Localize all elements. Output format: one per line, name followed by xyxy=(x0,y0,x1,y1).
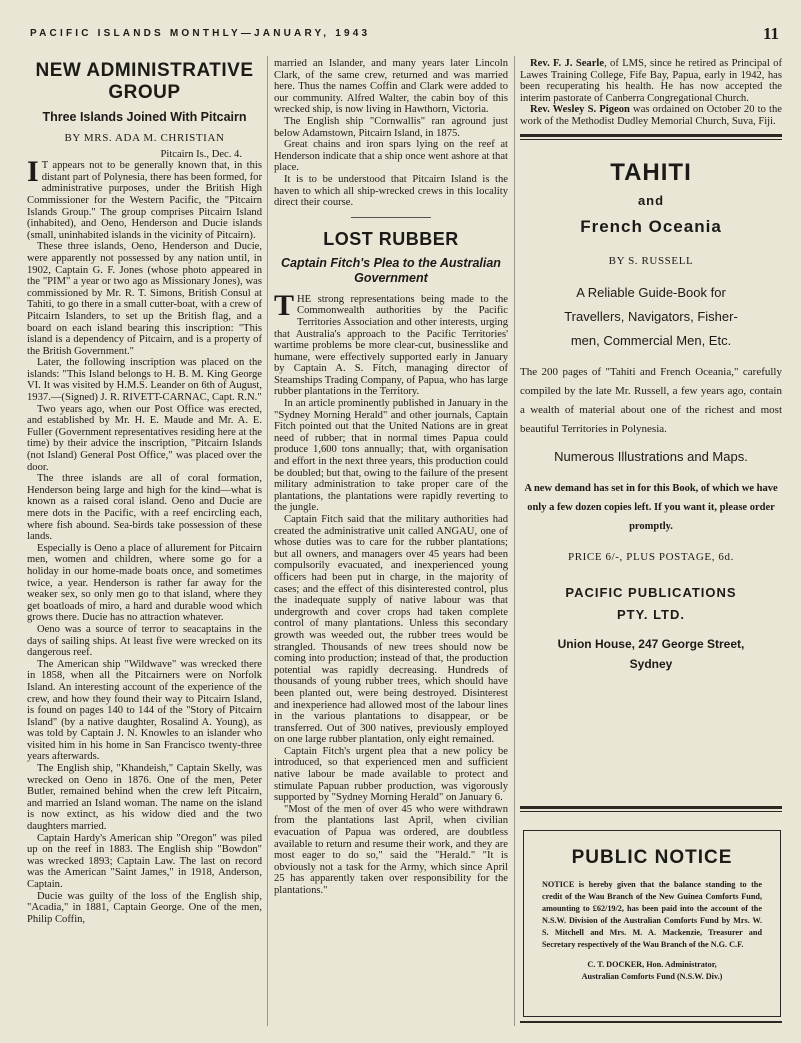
advert-description: The 200 pages of "Tahiti and French Oceania," carefully compiled by the late Mr. Russell, a few years ago, contain a wealth of material about one of the richest and most beautiful Territories in Polynesia. xyxy=(520,366,782,436)
notice-signature: C. T. DOCKER, Hon. Administrator, xyxy=(587,960,717,969)
column-3 xyxy=(520,58,782,674)
advert-illustrations: Numerous Illustrations and Maps. xyxy=(554,449,748,465)
public-notice-box xyxy=(523,830,781,1017)
article-paragraph: The three islands are all of coral formation, Henderson being large and high for the kind—what is known as a raised coral island. Oeno and Ducie are mere dots in the Pacific, with a reef encircling each, where fish abound. Sea-birds take possession of these lands. xyxy=(27,473,262,543)
article-paragraph: I T appears not to be generally known that, in this distant part of Polynesia, there has been formed, for administrative purposes, under the British High Commissioner for the Western Pacific, the "Pitcairn Islands Group." The group comprises Pitcairn Island (inhabited), and Oeno, Henderson and Ducie islands (small, uninhabited islands in the vicinity of Pitcairn). xyxy=(27,155,262,241)
publisher-name: PACIFIC PUBLICATIONS xyxy=(565,584,737,600)
notice-title: PUBLIC NOTICE xyxy=(571,847,733,868)
article-paragraph: In an article prominently published in January in the "Sydney Morning Herald" and other journals, Captain Fitch pointed out that the United Nations are in great need of rubber; that in normal times Papua could produce 1,600 tons annually; that, with organisation and effort in the next three years, this production could be doubled; but that, owing to the failure of the present military administration to take proper care of the plantations, the plantations were rapidly reverting to the jungle. xyxy=(274,398,508,514)
article-paragraph: The English ship, "Khandeish," Captain Skelly, was wrecked on Oeno in 1876. One of the men, Peter Butler, remained behind when the crew left Pitcairn, and married an Island woman. The name on the island is now extinct, as his widow died and the two daughters married. xyxy=(27,763,262,833)
section-rule xyxy=(520,806,782,812)
running-title: PACIFIC ISLANDS MONTHLY—JANUARY, 1943 xyxy=(30,28,371,39)
article-paragraph: Captain Fitch's urgent plea that a new policy be introduced, so that experienced men and sufficient native labour be made available to protect and stimulate Papuan rubber production, was vigorously supported by "Sydney Morning Herald" on January 6. xyxy=(274,745,508,804)
section-divider xyxy=(351,217,431,218)
article-paragraph: THE strong representations being made to the Commonwealth authorities by the Pacific Territories Association and other interests, urging that Australia's approach to the Pacific Territories' wartime problems be more clear-cut, businesslike and humane, were effectively supported early in January by Captain A. S. Fitch, managing director of Steamships Trading Company, of Papua, who has large rubber plantations in the Territory. xyxy=(274,288,508,398)
page-header xyxy=(0,24,801,48)
section-rule xyxy=(520,134,782,140)
advert-tagline-line: men, Commercial Men, Etc. xyxy=(570,333,732,349)
notice-body: NOTICE is hereby given that the balance standing to the credit of the Wau Branch of the New Guinea Comforts Fund, amounting to £62/19/2, has been paid into the account of the N.S.W. Division of the Australian Comforts Fund by Mrs. W. S. Mitchell and Mrs. M. A. Mackenzie, Treasurer and Secretary respectively of the Wau Branch of the N.G. C.F. xyxy=(542,880,762,949)
advert-subtitle: French Oceania xyxy=(580,216,722,236)
publisher-name: PTY. LTD. xyxy=(617,606,685,622)
publisher-address: Sydney xyxy=(629,656,673,671)
article-paragraph: These three islands, Oeno, Henderson and Ducie, were apparently not possessed by any nation until, in 1902, Captain G. F. Jones (whose photo appeared in the "PIM" a year or two ago as Missionary Jones), was commissioned by Mr. R. T. Simons, British Consul at Tahiti, to go there in a small cutter-boat, with a crew of Pitcairn Islanders, to set up the British flag, and a board on each island bearing this inscription: "This island is a dependency of Pitcairn, and is a property of the British Government." xyxy=(27,241,262,357)
article-paragraph: Great chains and iron spars lying on the reef at Henderson indicate that a ship once went ashore at that place. xyxy=(274,139,508,174)
news-note: Rev. Wesley S. Pigeon was ordained on October 20 to the work of the Methodist Dudley Memorial Church, Suva, Fiji. xyxy=(520,104,782,127)
news-note: Rev. F. J. Searle, of LMS, since he retired as Principal of Lawes Training College, Fife Bay, Papua, early in 1942, has been recuperating his health. He has now accepted the interim pastorate of Canberra Congregational Church. xyxy=(520,58,782,104)
article-paragraph: The English ship "Cornwallis" ran aground just below Adamstown, Pitcairn Island, in 1875. xyxy=(274,115,508,139)
advert-and: and xyxy=(637,192,665,208)
advert-price: PRICE 6/-, PLUS POSTAGE, 6d. xyxy=(568,551,734,564)
article-paragraph: married an Islander, and many years later Lincoln Clark, of the same crew, returned and was married here. Thus the names Coffin and Clark were added to our community. Alfred Walter, the cabin boy of this wrecked ship, is now living in Hawthorn, Victoria. xyxy=(274,58,508,116)
publisher-address: Union House, 247 George Street, xyxy=(557,636,745,651)
article-paragraph: "Most of the men of over 45 who were withdrawn from the plantations last April, when civilian evacuation of Papua was ordered, are doubtless available to return and resume their work, and they are most eager to do so," said the "Herald." "It is obviously not a task for the Army, which since April 25 has apparently taken over responsibility for the plantations." xyxy=(274,803,508,896)
article-subtitle: Captain Fitch's Plea to the Australian Government xyxy=(281,255,501,285)
article-paragraph: Later, the following inscription was placed on the islands: "This Island belongs to H. B. M. King George VI. It was visited by H.M.S. Leander on 6th of August, 1937.—(Signed) J. R. RIVETT-CARNAC, Capt. R.N." xyxy=(27,357,262,404)
note-name: Rev. F. J. Searle xyxy=(530,58,605,69)
column-1 xyxy=(27,58,262,925)
advert-demand: A new demand has set in for this Book, of which we have only a few dozen copies left. If you want it, please order promptly. xyxy=(524,483,778,533)
drop-cap: I xyxy=(27,155,39,189)
column-2 xyxy=(274,58,508,897)
article-byline: BY MRS. ADA M. CHRISTIAN xyxy=(64,132,225,144)
column-divider xyxy=(267,56,268,1026)
column-divider xyxy=(514,56,515,1026)
article-dateline: Pitcairn Is., Dec. 4. xyxy=(160,148,242,160)
article-subtitle: Three Islands Joined With Pitcairn xyxy=(42,110,247,124)
article-paragraph: Captain Fitch said that the military authorities had created the administrative unit called ANGAU, one of whose duties was to care for the rubber plantations; but all owners, and managers over 45 years had been compulsorily evacuated, and inexperienced young officers had been put in charge, in the majority of cases; and the effect of this disinterested control, plus the inadequate supply of native labour was that undergrowth and cover crops had taken complete control of many plantations. Unless this secondary growth was weeded out, the rubber trees would be strangled. Thousands of new trees should now be coming into production; instead of that, the production potential was rapidly decreasing. Hundreds of thousands of young rubber trees, which should have been planted out, were being destroyed. Disinterest and inexperience had allowed most of the labour lines in the various plantations to disappear, or be transferred. Out of 300 natives, previously employed on one large rubber plantation, only eight remained. xyxy=(274,514,508,746)
drop-cap: T xyxy=(274,288,295,322)
note-name: Rev. Wesley S. Pigeon xyxy=(530,104,630,116)
bottom-rule xyxy=(520,1021,782,1023)
article-title: LOST RUBBER xyxy=(323,228,459,249)
article-paragraph: Ducie was guilty of the loss of the English ship, "Acadia," in 1881, Captain George. One of the men, Philip Coffin, xyxy=(27,890,262,925)
article-title: NEW ADMINISTRATIVE GROUP xyxy=(35,60,254,103)
article-paragraph: Especially is Oeno a place of allurement for Pitcairn men, women and children, where some go for a holiday in our home-made boats once, and sometimes twice, a year. Henderson is rather far away for the weaker sex, so only men go to that island, where they get boatloads of miro, a hard and durable wood which grows there. Ducie has no attraction whatever. xyxy=(27,542,262,624)
advert-byline: BY S. RUSSELL xyxy=(608,254,694,267)
notice-signature: Australian Comforts Fund (N.S.W. Div.) xyxy=(581,972,723,981)
article-paragraph: Oeno was a source of terror to seacaptains in the days of sailing ships. At least five were wrecked on its dangerous reef. xyxy=(27,623,262,659)
article-paragraph: The American ship "Wildwave" was wrecked there in 1858, when all the Pitcairners were on Norfolk Island. An interesting account of the experience of the crew, and how they found their way to Pitcairn Island, is found on pages 140 to 144 of the "Story of Pitcairn Island" (by a native daughter, Rosalind A. Young), as was told by Captain J. N. Knowles to an islander who visited him in his home in San Francisco twenty-three years afterwards. xyxy=(27,658,262,763)
article-paragraph: Captain Hardy's American ship "Oregon" was piled up on the reef in 1883. The English ship "Bowdon" was wrecked 1893; Captain Law. The last on record was the American "Saint James," in 1918, Anderson, Captain. xyxy=(27,832,262,890)
page-number: 11 xyxy=(762,24,779,43)
advert-title: TAHITI xyxy=(610,158,692,186)
article-paragraph: It is to be understood that Pitcairn Island is the haven to which all ship-wrecked crews in this locality direct their course. xyxy=(274,173,508,209)
article-paragraph: Two years ago, when our Post Office was erected, and established by Mr. H. E. Maude and Mr. A. E. Fuller (Government representatives residing here at the time) by their advice the inscription, "Pitcairn Islands (not Island) General Post Office," was placed over the door. xyxy=(27,403,262,473)
advert-tagline-line: A Reliable Guide-Book for xyxy=(576,285,726,301)
advert-tagline-line: Travellers, Navigators, Fisher- xyxy=(564,309,738,325)
